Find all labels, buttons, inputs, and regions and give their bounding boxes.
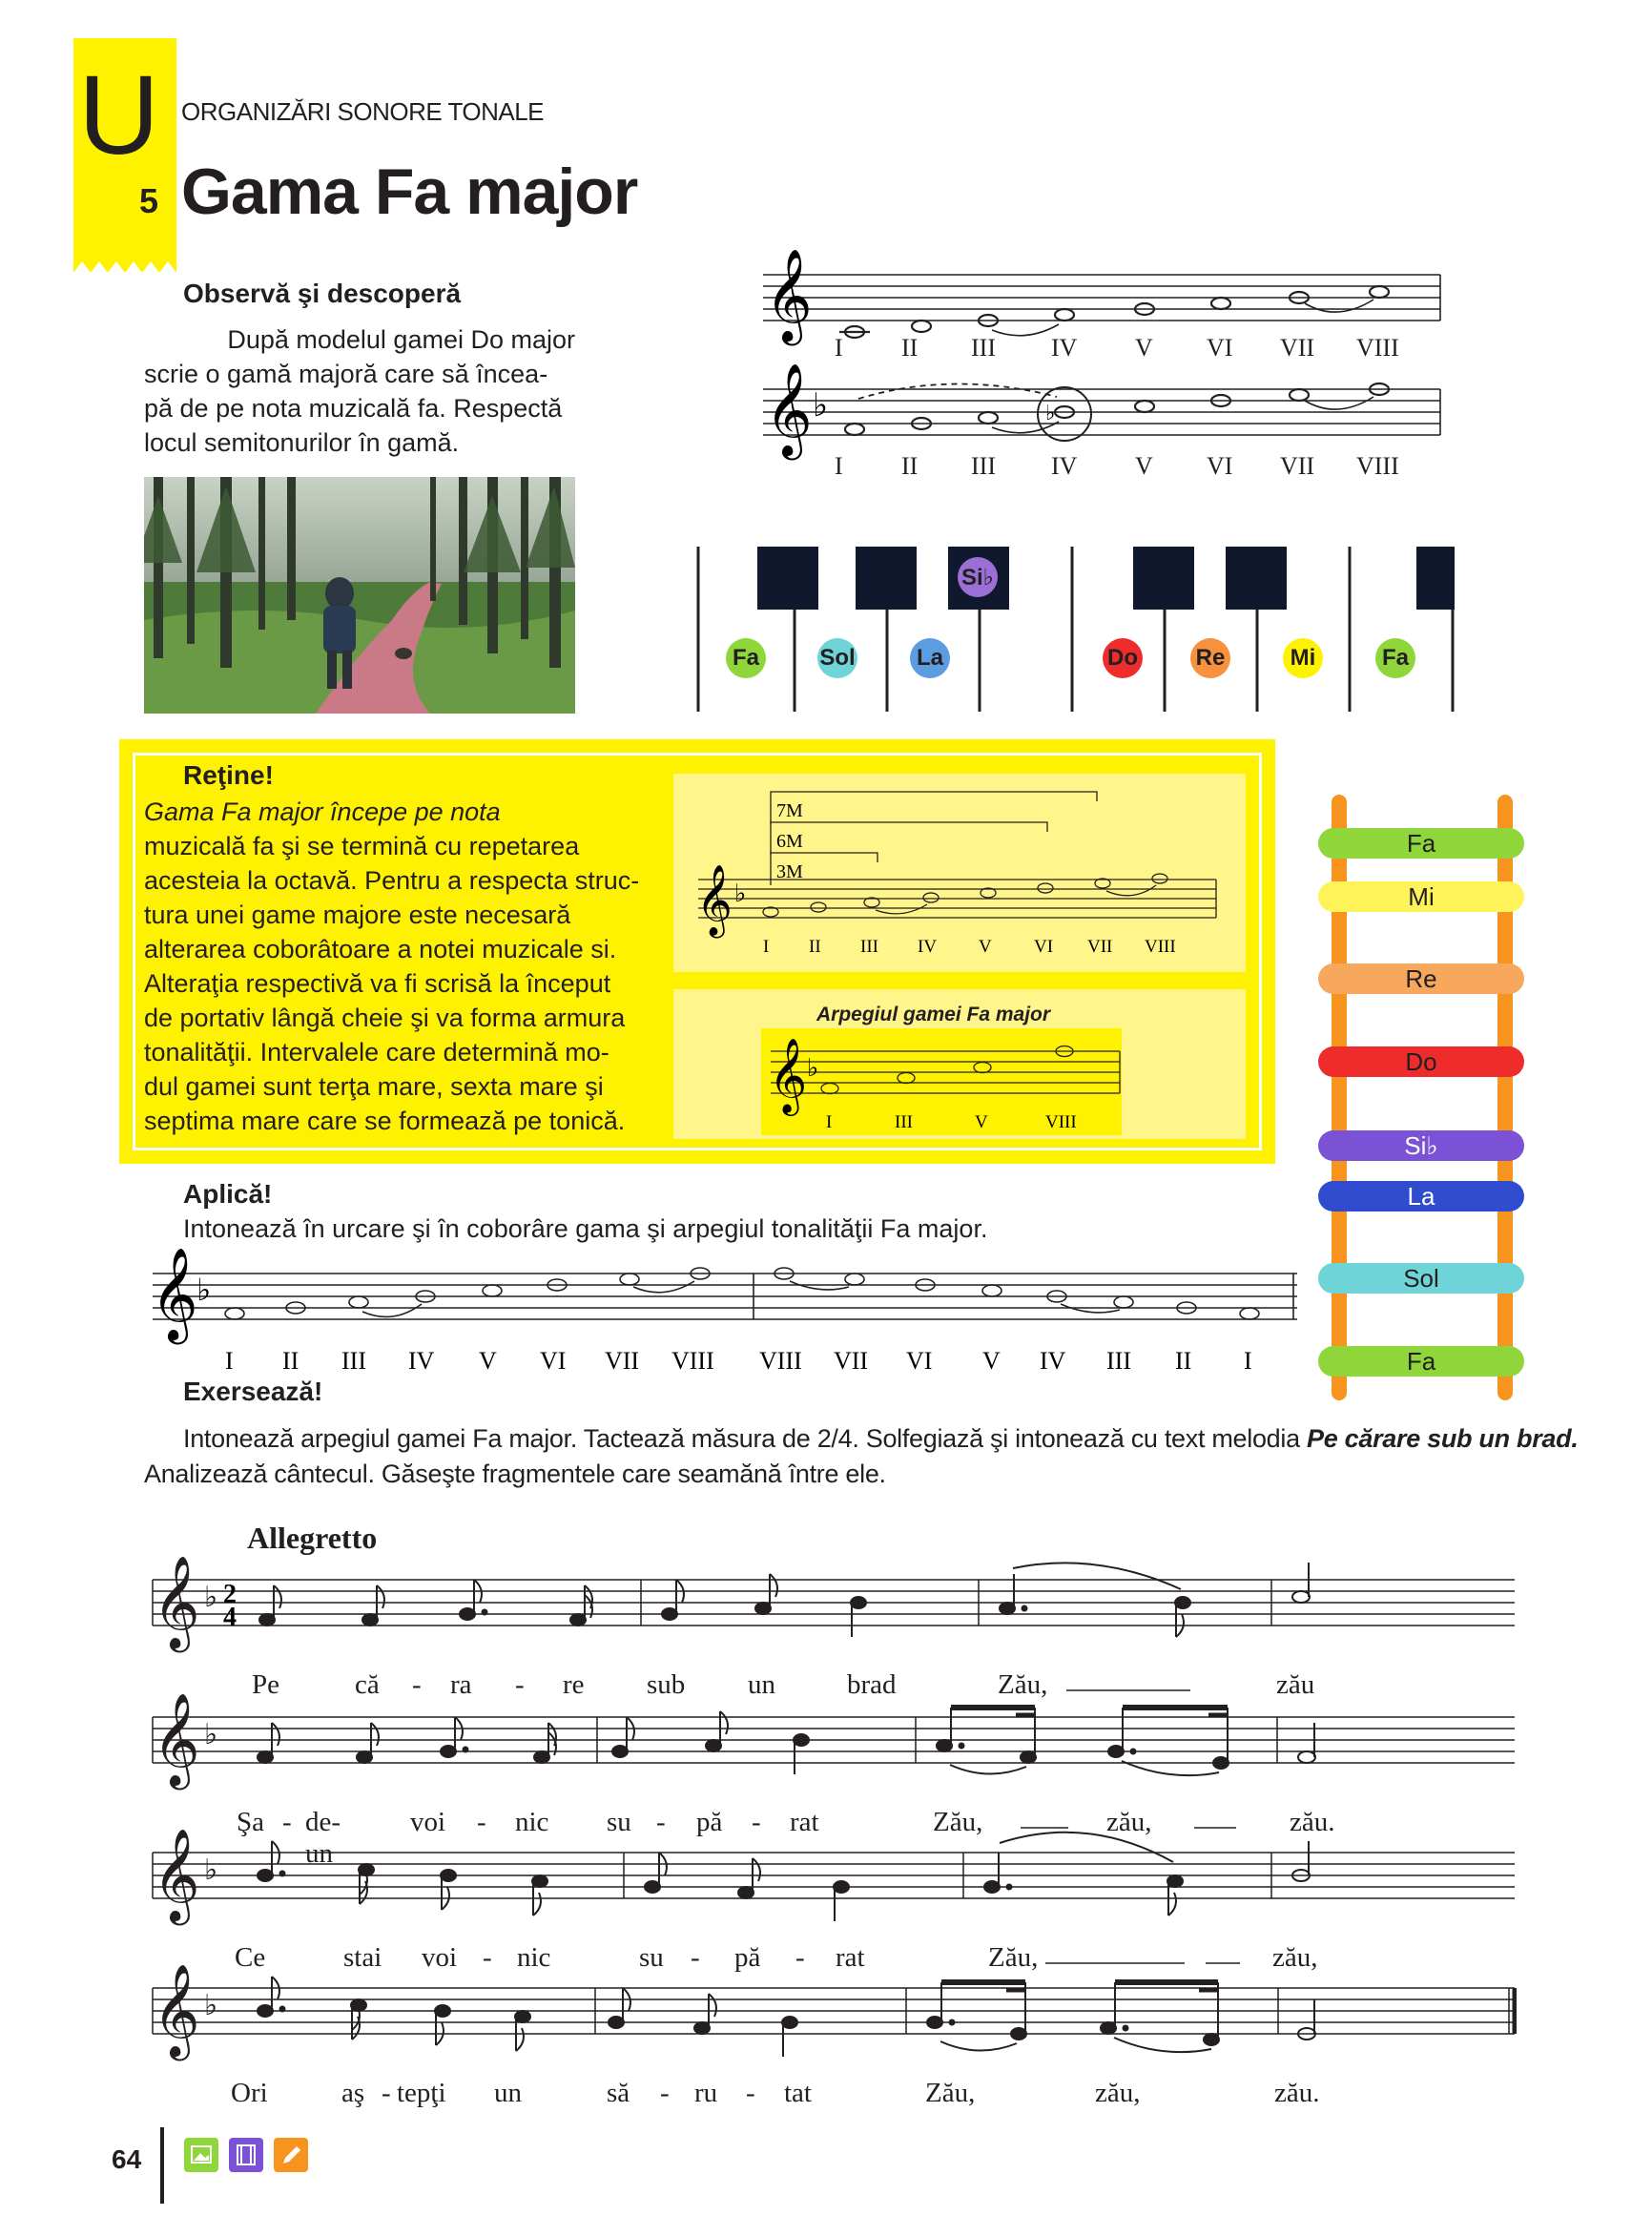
lyric-syllable: su — [639, 1942, 664, 1973]
degree-label: IV — [408, 1347, 435, 1375]
section-label: ORGANIZĂRI SONORE TONALE — [181, 97, 545, 126]
degree-label: II — [901, 334, 919, 362]
treble-clef-icon: 𝄞 — [151, 1247, 198, 1340]
unit-number: 5 — [139, 181, 159, 220]
exerseaza-heading: Exersează! — [183, 1377, 323, 1406]
observa-line-2: scrie o gamă majoră care să încea- — [144, 360, 548, 388]
degree-label: II — [1175, 1347, 1192, 1375]
forest-path-photo — [144, 477, 575, 714]
lyric-syllable: un — [748, 1669, 775, 1700]
image-icon[interactable] — [184, 2138, 218, 2172]
exerseaza-line-1 — [183, 1424, 1579, 1454]
degree-label: I — [835, 452, 843, 480]
retine-line-5: alterarea coborâtoare a notei muzicale si. — [144, 935, 617, 963]
lyric-syllable: nic — [515, 1807, 549, 1837]
flat-icon: ♭ — [813, 386, 829, 425]
observa-line-4: locul semitonurilor în gamă. — [144, 428, 460, 457]
retine-line-2: muzicală fa şi se termină cu repetarea — [144, 832, 580, 860]
retine-line-1: Gama Fa major începe pe nota — [144, 797, 501, 826]
lyric-syllable: nic — [517, 1942, 551, 1973]
lyric-syllable: Zău, — [925, 2078, 976, 2108]
degree-label: V — [982, 1347, 1001, 1375]
treble-clef-icon: 𝄞 — [765, 248, 813, 342]
observa-heading: Observă şi descoperă — [183, 279, 462, 308]
lyric-syllable: re — [563, 1669, 585, 1700]
lyric-syllable: să — [607, 2078, 630, 2108]
degree-label: VI — [1207, 334, 1233, 362]
ladder-rung-mi: Mi — [1318, 881, 1524, 912]
lyric-syllable: su — [607, 1807, 631, 1837]
degree-label: I — [826, 1112, 833, 1132]
piano-key-label: Re — [1190, 638, 1230, 678]
flat-icon: ♭ — [204, 1854, 218, 1887]
treble-clef-icon: 𝄞 — [765, 362, 813, 456]
treble-clef-icon: 𝄞 — [153, 1692, 200, 1786]
lyric-syllable: rat — [790, 1807, 819, 1837]
degree-label: I — [763, 937, 770, 957]
observa-text — [144, 322, 575, 460]
treble-clef-icon: 𝄞 — [696, 865, 733, 936]
lyric-syllable: - — [691, 1942, 700, 1973]
lyric-syllable: ra — [450, 1669, 472, 1700]
pencil-icon[interactable] — [274, 2138, 308, 2172]
degree-label: III — [1106, 1347, 1131, 1375]
degree-label: III — [895, 1112, 913, 1132]
video-icon[interactable] — [229, 2138, 263, 2172]
lyric-syllable: - — [746, 2078, 755, 2108]
lyric-syllable: Pe — [252, 1669, 279, 1700]
retine-line-8: tonalităţii. Intervalele care determină mo- — [144, 1038, 609, 1067]
degree-label: VII — [1087, 937, 1113, 957]
piano-key-label: Do — [1103, 638, 1143, 678]
piano-key-label-si-flat: Si♭ — [958, 557, 998, 597]
lyric-syllable: - — [656, 1807, 666, 1837]
piano-key-label: Fa — [1375, 638, 1415, 678]
treble-clef-icon: 𝄞 — [153, 1963, 200, 2057]
degree-label: III — [971, 334, 996, 362]
retine-line-3: acesteia la octavă. Pentru a respecta struc- — [144, 866, 640, 895]
lyric-syllable: tepţi — [397, 2078, 446, 2108]
lyric-syllable: că — [355, 1669, 380, 1700]
lyric-syllable: Ce — [235, 1942, 266, 1973]
lyric-syllable: un — [494, 2078, 522, 2108]
lyric-syllable: - — [795, 1942, 805, 1973]
flat-icon: ♭ — [204, 1718, 218, 1751]
flat-icon: ♭ — [204, 1581, 218, 1614]
retine-heading: Reţine! — [183, 760, 274, 790]
piano-keyboard — [696, 547, 1455, 712]
retine-text — [144, 795, 640, 1138]
degree-label: III — [971, 452, 996, 480]
lyric-syllable: Zău, — [933, 1807, 983, 1837]
degree-label: V — [1135, 452, 1153, 480]
interval-label: 3M — [776, 861, 803, 882]
degree-label: VI — [906, 1347, 933, 1375]
degree-label: VIII — [759, 1347, 802, 1375]
lyric-syllable: brad — [847, 1669, 897, 1700]
lyric-syllable: rat — [836, 1942, 865, 1973]
interval-label: 7M — [776, 800, 803, 821]
arpeggio-staff — [761, 1032, 1124, 1135]
lyric-syllable: - — [752, 1807, 761, 1837]
observa-line-1: După modelul gamei Do major — [227, 325, 575, 354]
degree-label: VIII — [671, 1347, 714, 1375]
flat-icon: ♭ — [196, 1272, 212, 1308]
lyric-syllable: - — [483, 1942, 492, 1973]
degree-label: VI — [540, 1347, 567, 1375]
observa-line-3: pă de pe nota muzicală fa. Respectă — [144, 394, 563, 423]
fa-major-degree-labels — [830, 452, 1421, 485]
degree-label: IV — [1040, 1347, 1066, 1375]
lyric-syllable: zău, — [1095, 2078, 1141, 2108]
exerseaza-line-2: Analizează cântecul. Găseşte fragmentele care seamănă între ele. — [144, 1460, 886, 1488]
degree-label: VI — [1207, 452, 1233, 480]
degree-label: II — [282, 1347, 299, 1375]
lyric-syllable: stai — [343, 1942, 382, 1973]
lyric-syllable: zău. — [1274, 2078, 1320, 2108]
lyric-syllable: zău, — [1272, 1942, 1318, 1973]
lyric-syllable: zău. — [1290, 1807, 1335, 1837]
interval-label: 6M — [776, 831, 803, 852]
tempo-marking: Allegretto — [247, 1521, 378, 1555]
retine-line-10: septima mare care se formează pe tonică. — [144, 1107, 626, 1135]
degree-label: VIII — [1356, 452, 1399, 480]
degree-label: VIII — [1145, 937, 1176, 957]
arpeggio-title: Arpegiul gamei Fa major — [816, 1004, 1051, 1025]
lyric-syllable: zău — [1276, 1669, 1315, 1700]
time-signature-bottom: 4 — [223, 1603, 237, 1632]
lesson-title: Gama Fa major — [181, 155, 638, 228]
degree-label: V — [479, 1347, 497, 1375]
degree-label: VIII — [1045, 1112, 1077, 1132]
lyric-syllable: Ori — [231, 2078, 268, 2108]
lyric-syllable: - — [515, 1669, 525, 1700]
degree-label: V — [979, 937, 992, 957]
flat-icon: ♭ — [204, 1989, 218, 2022]
lyric-syllable: - — [412, 1669, 422, 1700]
flat-icon: ♭ — [807, 1054, 819, 1083]
flat-icon: ♭ — [1045, 402, 1056, 425]
degree-label: I — [835, 334, 843, 362]
treble-clef-icon: 𝄞 — [153, 1828, 200, 1921]
ladder-rung-fa-high: Fa — [1318, 828, 1524, 859]
unit-tab-zigzag — [73, 259, 176, 273]
degree-label: IV — [1051, 452, 1078, 480]
unit-letter: U — [78, 52, 160, 178]
treble-clef-icon: 𝄞 — [153, 1557, 200, 1648]
ladder-rung-fa-low: Fa — [1318, 1346, 1524, 1377]
degree-label: VII — [605, 1347, 640, 1375]
lyric-syllable: Zău, — [988, 1942, 1039, 1973]
retine-line-7: de portativ lângă cheie şi va forma armura — [144, 1004, 626, 1032]
lyric-syllable: Şa — [237, 1807, 264, 1837]
ladder-rung-do: Do — [1318, 1046, 1524, 1077]
retine-line-6: Alteraţia respectivă va fi scrisă la început — [144, 969, 611, 998]
lyric-syllable: sub — [647, 1669, 686, 1700]
degree-label: IV — [918, 937, 938, 957]
degree-label: V — [1135, 334, 1153, 362]
retine-line-4: tura unei game majore este necesară — [144, 901, 571, 929]
ladder-rung-sol: Sol — [1318, 1263, 1524, 1294]
degree-label: VII — [1280, 334, 1315, 362]
degree-label: VII — [1280, 452, 1315, 480]
ladder-rung-re: Re — [1318, 963, 1524, 994]
lyric-syllable: de-un — [305, 1807, 341, 1869]
degree-label: I — [225, 1347, 234, 1375]
retine-line-9: dul gamei sunt terţa mare, sexta mare şi — [144, 1072, 604, 1101]
degree-label: I — [1244, 1347, 1252, 1375]
lyric-syllable: - — [282, 1807, 292, 1837]
aplica-text: Intonează în urcare şi în coborâre gama şi arpegiul tonalităţii Fa major. — [183, 1214, 988, 1243]
lyric-syllable: zău, — [1106, 1807, 1152, 1837]
piano-key-label: Fa — [726, 638, 766, 678]
piano-key-label: La — [910, 638, 950, 678]
piano-key-label: Mi — [1283, 638, 1323, 678]
exerseaza-text-a: Intonează arpegiul gamei Fa major. Tactează măsura de 2/4. Solfegiază şi intonează cu text melodia — [183, 1424, 1308, 1453]
degree-label: VIII — [1356, 334, 1399, 362]
flat-icon: ♭ — [734, 880, 747, 908]
degree-label: II — [809, 937, 821, 957]
lyric-syllable: ru — [694, 2078, 718, 2108]
lyric-syllable: Zău, — [998, 1669, 1048, 1700]
page-number: 64 — [112, 2144, 142, 2174]
degree-label: II — [901, 452, 919, 480]
do-major-degree-labels — [830, 334, 1421, 366]
lyric-syllable: voi — [422, 1942, 458, 1973]
piano-key-label: Sol — [817, 638, 857, 678]
degree-label: VI — [1034, 937, 1054, 957]
ladder-rung-la: La — [1318, 1181, 1524, 1212]
degree-label: III — [860, 937, 878, 957]
time-signature-top: 2 — [223, 1580, 237, 1609]
degree-label: IV — [1051, 334, 1078, 362]
lyric-syllable: tat — [784, 2078, 812, 2108]
song-title: Pe cărare sub un brad. — [1307, 1424, 1579, 1453]
lyric-syllable: aş — [341, 2078, 365, 2108]
lyric-syllable: - — [477, 1807, 486, 1837]
lyric-syllable: pă — [696, 1807, 723, 1837]
lyric-syllable: voi — [410, 1807, 446, 1837]
treble-clef-icon: 𝄞 — [769, 1038, 808, 1113]
degree-label: III — [341, 1347, 366, 1375]
degree-label: VII — [834, 1347, 869, 1375]
ascending-descending-scale-staff — [143, 1245, 1302, 1378]
interval-staff — [687, 784, 1240, 965]
aplica-heading: Aplică! — [183, 1179, 273, 1209]
lyric-syllable: - — [660, 2078, 670, 2108]
ladder-rung-si-flat: Si♭ — [1318, 1130, 1524, 1161]
degree-label: V — [975, 1112, 988, 1132]
lyric-syllable: - — [382, 2078, 391, 2108]
lyric-syllable: pă — [734, 1942, 761, 1973]
footer-divider — [160, 2127, 164, 2204]
